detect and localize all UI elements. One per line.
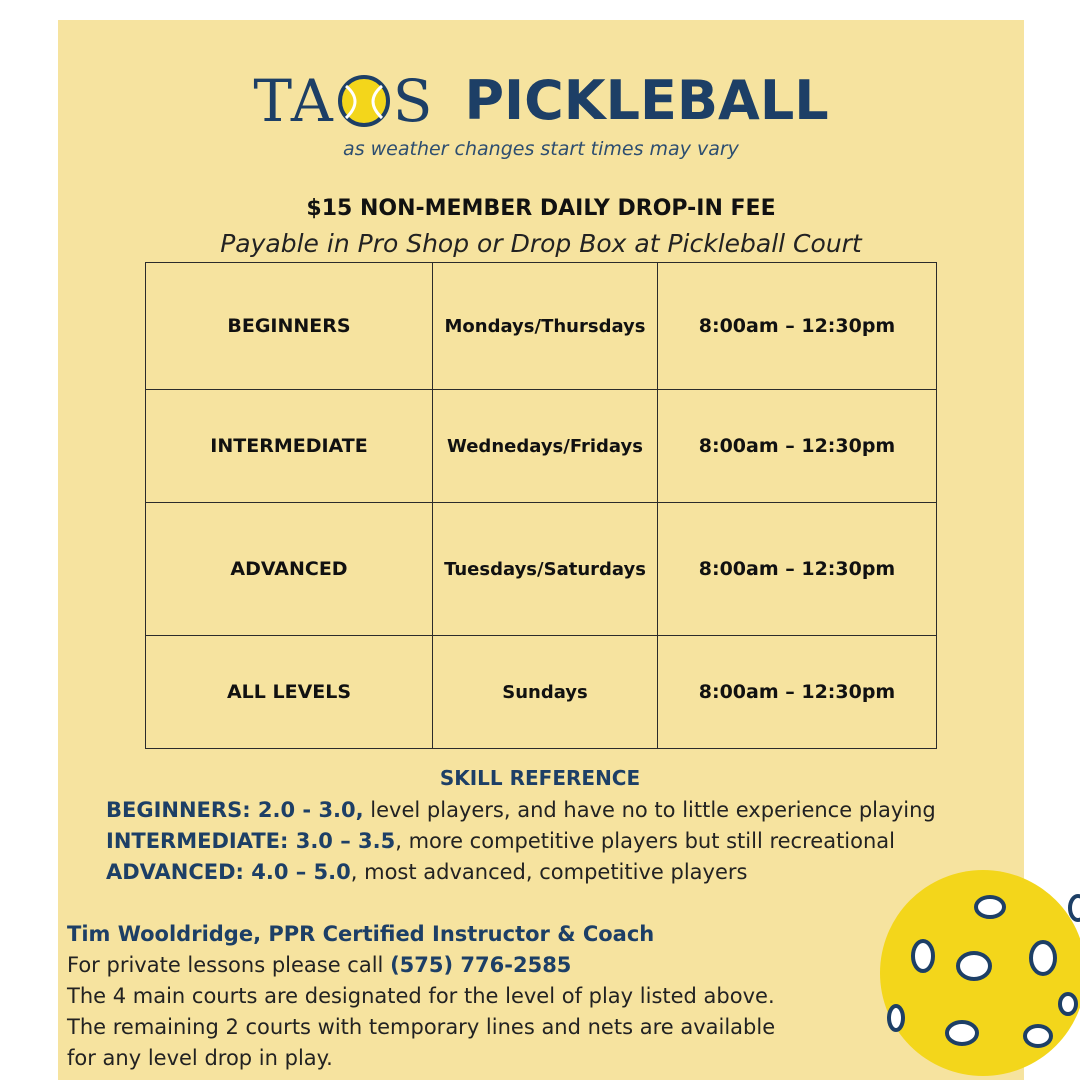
- table-row: [146, 390, 937, 503]
- lessons-prefix: For private lessons please call: [67, 953, 391, 977]
- pickleball-icon: [878, 868, 1080, 1078]
- skill-reference-list: [106, 795, 986, 888]
- lessons-line: [67, 950, 847, 981]
- courts-note-1: The 4 main courts are designated for the level of play listed above.: [67, 984, 775, 1008]
- header: [58, 66, 1024, 136]
- days-cell: Mondays/Thursdays: [433, 263, 658, 390]
- level-cell: BEGINNERS: [146, 263, 433, 390]
- time-cell: 8:00am – 12:30pm: [658, 263, 937, 390]
- courts-note-3: for any level drop in play.: [67, 1046, 333, 1070]
- skill-label: BEGINNERS: 2.0 - 3.0,: [106, 798, 364, 822]
- logo-text-left: TA: [253, 67, 335, 135]
- skill-label: INTERMEDIATE: 3.0 – 3.5: [106, 829, 396, 853]
- taos-logo: [253, 67, 435, 135]
- days-cell: Tuesdays/Saturdays: [433, 503, 658, 636]
- skill-description: , more competitive players but still recreational: [395, 829, 895, 853]
- list-item: [106, 826, 986, 857]
- days-cell: Sundays: [433, 636, 658, 749]
- instructor-name: Tim Wooldridge, PPR Certified Instructor & Coach: [67, 922, 655, 946]
- days-cell: Wednedays/Fridays: [433, 390, 658, 503]
- time-cell: 8:00am – 12:30pm: [658, 636, 937, 749]
- skill-description: , most advanced, competitive players: [350, 860, 748, 884]
- courts-note-2: The remaining 2 courts with temporary lines and nets are available: [67, 1015, 776, 1039]
- logo-text-right: S: [392, 67, 435, 135]
- skill-label: ADVANCED: 4.0 – 5.0: [106, 860, 351, 884]
- skill-reference-heading: SKILL REFERENCE: [439, 766, 641, 790]
- time-cell: 8:00am – 12:30pm: [658, 503, 937, 636]
- level-cell: INTERMEDIATE: [146, 390, 433, 503]
- page-title: PICKLEBALL: [464, 69, 829, 132]
- phone-number: (575) 776-2585: [390, 953, 572, 977]
- list-item: [106, 795, 986, 826]
- level-cell: ALL LEVELS: [146, 636, 433, 749]
- footer-info: [67, 919, 847, 1074]
- table-row: [146, 636, 937, 749]
- tennis-ball-icon: [337, 74, 391, 128]
- skill-description: level players, and have no to little experience playing: [363, 798, 936, 822]
- tagline: as weather changes start times may vary: [343, 138, 739, 160]
- fee-headline: $15 NON-MEMBER DAILY DROP-IN FEE: [306, 196, 776, 221]
- payment-note: Payable in Pro Shop or Drop Box at Pickleball Court: [220, 229, 862, 258]
- schedule-table: [145, 262, 937, 749]
- time-cell: 8:00am – 12:30pm: [658, 390, 937, 503]
- table-row: [146, 263, 937, 390]
- list-item: [106, 857, 986, 888]
- level-cell: ADVANCED: [146, 503, 433, 636]
- table-row: [146, 503, 937, 636]
